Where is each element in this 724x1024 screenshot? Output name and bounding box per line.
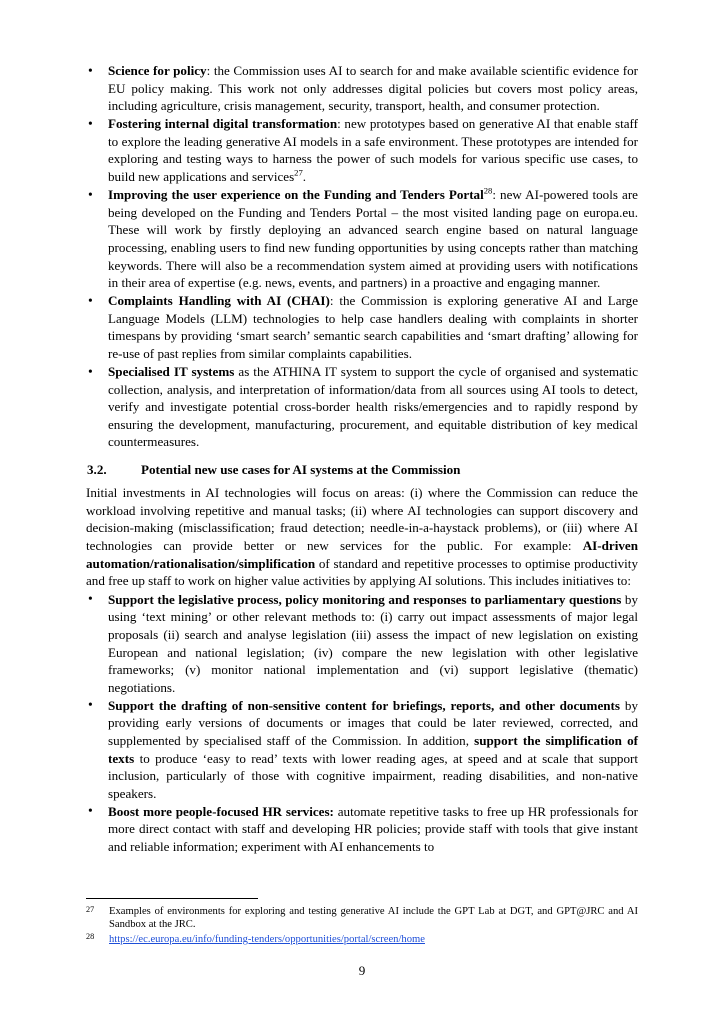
document-body xyxy=(86,62,638,856)
bullet-inline-bold-phrase: support the simplification of texts xyxy=(108,732,638,766)
section-title: Potential new use cases for AI systems at the Commission xyxy=(141,461,461,477)
list-item xyxy=(86,803,638,856)
intro-bold-phrase: AI-driven automation/rationalisation/simplification xyxy=(86,537,638,571)
bullet-body-text: : new prototypes based on generative AI that enable staff to explore the leading generative AI models in a safe environment. These prototypes are intended for exploring and testing ways to harness the power of such models for various specific use cases, to build new applications and services xyxy=(108,116,639,185)
list-item xyxy=(86,591,638,697)
bullet-lead-label: Boost more people-focused HR services: xyxy=(108,803,334,819)
footnote-hyperlink[interactable]: https://ec.europa.eu/info/funding-tenders/opportunities/portal/screen/home xyxy=(109,933,425,945)
intro-text-part-1: Initial investments in AI technologies will focus on areas: (i) where the Commission can reduce the workload involving repetitive and manual tasks; (ii) where AI technologies can support discovery and decision-making (misclassification; fraud detection; needle-in-a-haystack problems), or (iii) where AI technologies can provide better or new services for the public. For example: xyxy=(86,485,638,553)
footnote-27 xyxy=(86,905,638,932)
bullet-lead-label: Improving the user experience on the Funding and Tenders Portal xyxy=(108,187,484,203)
footnote-separator-rule xyxy=(86,898,258,899)
bullet-body-text: : the Commission uses AI to search for and make available scientific evidence for EU policy making. This work not only addresses digital policies but covers most policy areas, including agriculture, crisis management, security, transport, health, and consumer protection. xyxy=(108,63,638,114)
bullet-body-text: by providing early versions of documents or images that could be later reviewed, corrected, and supplemented by specialised staff of the Commission. In addition, xyxy=(108,697,638,748)
bullet-lead-label: Specialised IT systems xyxy=(108,364,235,380)
page-number: 9 xyxy=(358,963,366,978)
bullet-body-text: : new AI-powered tools are being developed on the Funding and Tenders Portal – the most visited landing page on europa.eu. These will work by firstly deploying an advanced search engine based on natural language processing, enabling users to find new funding opportunities by using concepts rather than matching keywords. There will also be a recommendation system aimed at providing users with notifications in their area of expertise (e.g. news, events, and partners) in a proactive and engaging manner. xyxy=(108,187,638,291)
bullet-tail-text: . xyxy=(302,169,307,185)
bullet-body-text: : the Commission is exploring generative AI and Large Language Models (LLM) technologies to help case handlers dealing with complaints in shorter timespans by providing ‘smart search’ semantic search capabilities and ‘smart drafting’ allowing for re-use of past replies from similar complaints capabilities. xyxy=(108,293,639,361)
list-item xyxy=(86,62,638,115)
bullet-lead-label: Science for policy xyxy=(108,63,207,78)
bullet-body-text: by using ‘text mining’ or other relevant methods to: (i) carry out impact assessments of major legal proposals (ii) search and analyse legislation (iii) assess the impact of new legislation on existing European and national legislation; (iv) compare the new legislation with other legislative frameworks; (v) monitor national implementation and (vi) support legislative (thematic) negotiations. xyxy=(108,591,639,695)
intro-text-part-2: of standard and repetitive processes to optimise productivity and free up staff to work on higher value activities by applying AI solutions. This includes initiatives to: xyxy=(86,555,638,589)
section-heading xyxy=(87,461,638,479)
list-item xyxy=(86,115,638,185)
bullet-lead-label: Support the drafting of non-sensitive content for briefings, reports, and other documents xyxy=(108,697,621,713)
bullet-body-text: as the ATHINA IT system to support the cycle of organised and systematic collection, analysis, and interpretation of information/data from all sources using AI tools to detect, verify and investigate potential cross-border health risks/emergencies and to rapidly respond by ensuring the development, manufacturing, procurement, and equitable distribution of key medical countermeasures. xyxy=(108,364,639,450)
list-item xyxy=(86,363,638,451)
bullet-lead-label: Complaints Handling with AI (CHAI) xyxy=(108,293,330,309)
footnote-marker: 27 xyxy=(86,904,95,914)
bullet-lead-label: Support the legislative process, policy monitoring and responses to parliamentary questions xyxy=(108,591,622,607)
list-item xyxy=(86,292,638,362)
bullet-body-text-continued: to produce ‘easy to read’ texts with lower reading ages, at speed and at scale that support inclusion, particularly of those with cognitive impairment, reading disabilities, and non-native speakers. xyxy=(108,750,638,801)
footnote-28 xyxy=(86,933,638,946)
footnote-text: Examples of environments for exploring and testing generative AI include the GPT Lab at DGT, and GPT@JRC and AI Sandbox at the JRC. xyxy=(109,906,638,931)
section-number: 3.2. xyxy=(87,461,107,477)
bullet-lead-label: Fostering internal digital transformation xyxy=(108,116,338,132)
list-item xyxy=(86,186,638,292)
intro-paragraph xyxy=(86,484,638,590)
list-item xyxy=(86,697,638,803)
footnote-marker: 28 xyxy=(86,932,95,942)
use-case-bullet-list-initiatives xyxy=(86,591,638,856)
footnote-reference-27[interactable]: 27 xyxy=(294,167,303,178)
use-case-bullet-list-existing xyxy=(86,62,638,451)
footnote-area xyxy=(86,898,638,947)
footnote-reference-28[interactable]: 28 xyxy=(483,185,493,196)
bullet-body-text: automate repetitive tasks to free up HR professionals for more direct contact with staff and developing HR policies; provide staff with tools that give instant and reliable information; experiment with AI enhancements to xyxy=(108,803,638,855)
